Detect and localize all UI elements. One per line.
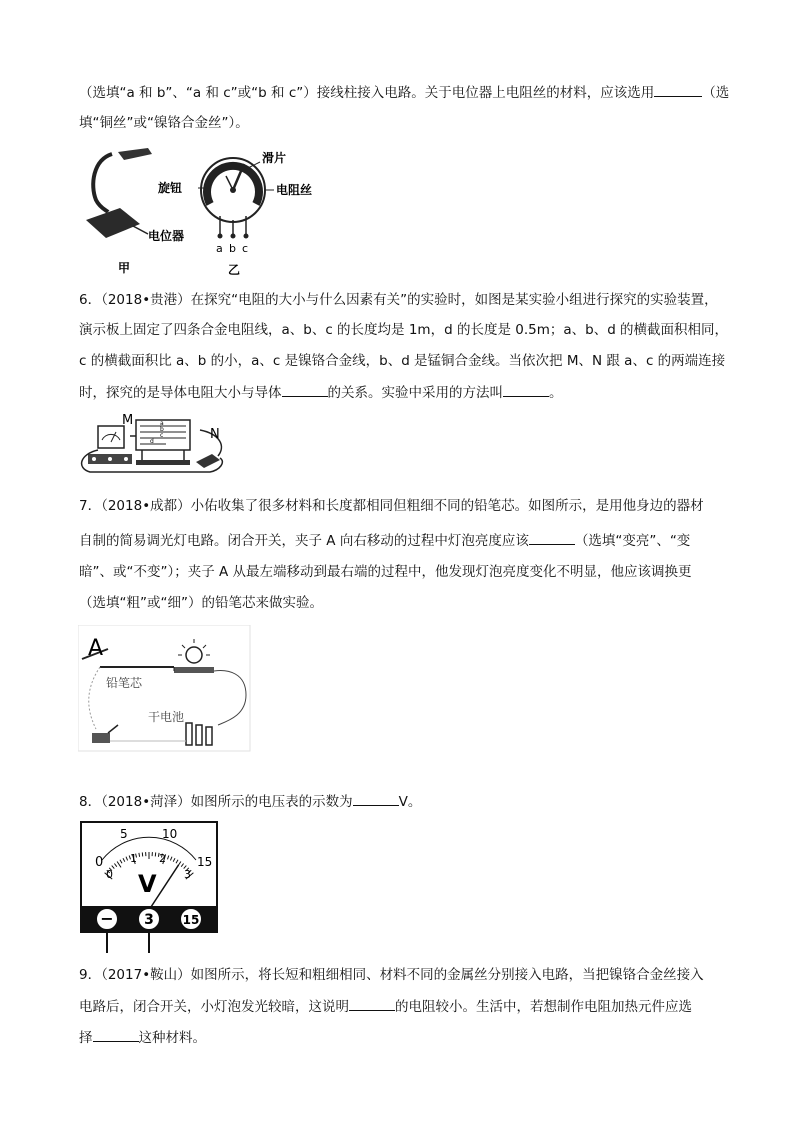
answer-blank[interactable] <box>654 82 702 97</box>
q7-line-1: 7．（2018•成都）小佑收集了很多材料和长度都相同但粗细不同的铅笔芯。如图所示，是用他身边的器材 <box>79 498 704 514</box>
label-pot: 电位器 <box>148 229 185 243</box>
wire-a: a <box>160 420 164 427</box>
q6-line-3: c 的横截面积比 a、b 的小，a、c 是镍铬合金线，b、d 是锰铜合金线。当依次把 M、N 跟 a、c 的两端连接 <box>79 353 726 369</box>
q9-line-2: 电路后，闭合开关，小灯泡发光较暗，这说明 的电阻较小。生活中，若想制作电阻加热元件应选 <box>79 996 692 1017</box>
answer-blank[interactable] <box>503 382 549 397</box>
label-lead: 铅笔芯 <box>106 676 143 690</box>
upper-scale-0: 0 <box>95 855 104 870</box>
label-m: M <box>122 413 134 428</box>
switch <box>196 454 220 468</box>
q5-line-1: （选填“a 和 b”、“a 和 c”或“b 和 c”）接线柱接入电路。关于电位器上电阻丝的材料，应该选用 （选 <box>79 82 729 103</box>
meter-tick <box>139 853 140 857</box>
battery-pack <box>88 454 132 464</box>
meter-symbol: V <box>138 870 157 898</box>
upper-scale-10: 10 <box>162 827 178 841</box>
wire-d: d <box>150 438 154 445</box>
upper-scale-15: 15 <box>197 855 213 869</box>
upper-scale-5: 5 <box>120 827 128 841</box>
svg-text:3: 3 <box>144 912 154 928</box>
answer-blank[interactable] <box>282 382 328 397</box>
lamp <box>174 639 214 673</box>
wire-b: b <box>160 426 164 433</box>
terminal-3[interactable] <box>138 908 160 930</box>
terminal-a: a <box>216 242 223 255</box>
terminal-15[interactable] <box>180 908 202 930</box>
dimmer-circuit-figure <box>78 625 253 753</box>
q6-line-2: 演示板上固定了四条合金电阻线，a、b、c 的长度均是 1m，d 的长度是 0.5m；a、b、d 的横截面积相同， <box>79 322 729 338</box>
label-wire: 电阻丝 <box>276 183 313 197</box>
q7-line-4: （选填“粗”或“细”）的铅笔芯来做实验。 <box>79 595 323 611</box>
q7-line-3: 暗”、或“不变”）；夹子 A 从最左端移动到最右端的过程中，他发现灯泡亮度变化不明显，他应该调换更 <box>79 564 692 580</box>
lower-scale-3: 3 <box>184 868 191 881</box>
terminal-c: c <box>242 242 249 255</box>
label-battery: 干电池 <box>148 710 185 724</box>
ammeter <box>98 426 124 448</box>
potentiometer-device <box>86 148 152 238</box>
caption-right: 乙 <box>228 263 241 277</box>
answer-blank[interactable] <box>353 791 399 806</box>
batteries <box>186 723 212 745</box>
svg-text:−: − <box>100 909 114 928</box>
caption-left: 甲 <box>118 261 131 275</box>
label-knob: 旋钮 <box>158 181 183 195</box>
wire-c: c <box>160 432 164 439</box>
terminal-negative[interactable] <box>96 908 118 930</box>
label-a: A <box>88 636 104 661</box>
svg-text:15: 15 <box>182 913 200 927</box>
q6-line-1: 6．（2018•贵港）在探究“电阻的大小与什么因素有关”的实验时，如图是某实验小组进行探究的实验装置， <box>79 292 718 308</box>
q7-line-2: 自制的简易调光灯电路。闭合开关，夹子 A 向右移动的过程中灯泡亮度应该 （选填“变亮”、“变 <box>79 530 690 551</box>
potentiometer-diagram <box>198 158 274 239</box>
label-n: N <box>210 427 220 442</box>
answer-blank[interactable] <box>93 1027 139 1042</box>
terminal-b: b <box>229 242 236 255</box>
resistance-board-figure <box>70 410 240 482</box>
q9-line-3: 择 这种材料。 <box>79 1027 206 1048</box>
lower-scale-2: 2 <box>159 852 166 865</box>
voltmeter-figure <box>80 820 220 955</box>
q8-line-1: 8．（2018•菏泽）如图所示的电压表的示数为 V。 <box>79 791 421 812</box>
label-slider: 滑片 <box>262 151 287 165</box>
lower-scale-1: 1 <box>130 852 137 865</box>
q6-line-4: 时，探究的是导体电阻大小与导体 的关系。实验中采用的方法叫 。 <box>79 382 563 403</box>
answer-blank[interactable] <box>529 530 575 545</box>
q9-line-1: 9．（2017•鞍山）如图所示，将长短和粗细相同、材料不同的金属丝分别接入电路，当把镍铬合金丝接入 <box>79 967 704 983</box>
answer-blank[interactable] <box>349 996 395 1011</box>
potentiometer-figure <box>78 140 328 280</box>
q5-line-2: 填“铜丝”或“镍铬合金丝”）。 <box>79 115 249 131</box>
lower-scale-0: 0 <box>106 868 113 881</box>
